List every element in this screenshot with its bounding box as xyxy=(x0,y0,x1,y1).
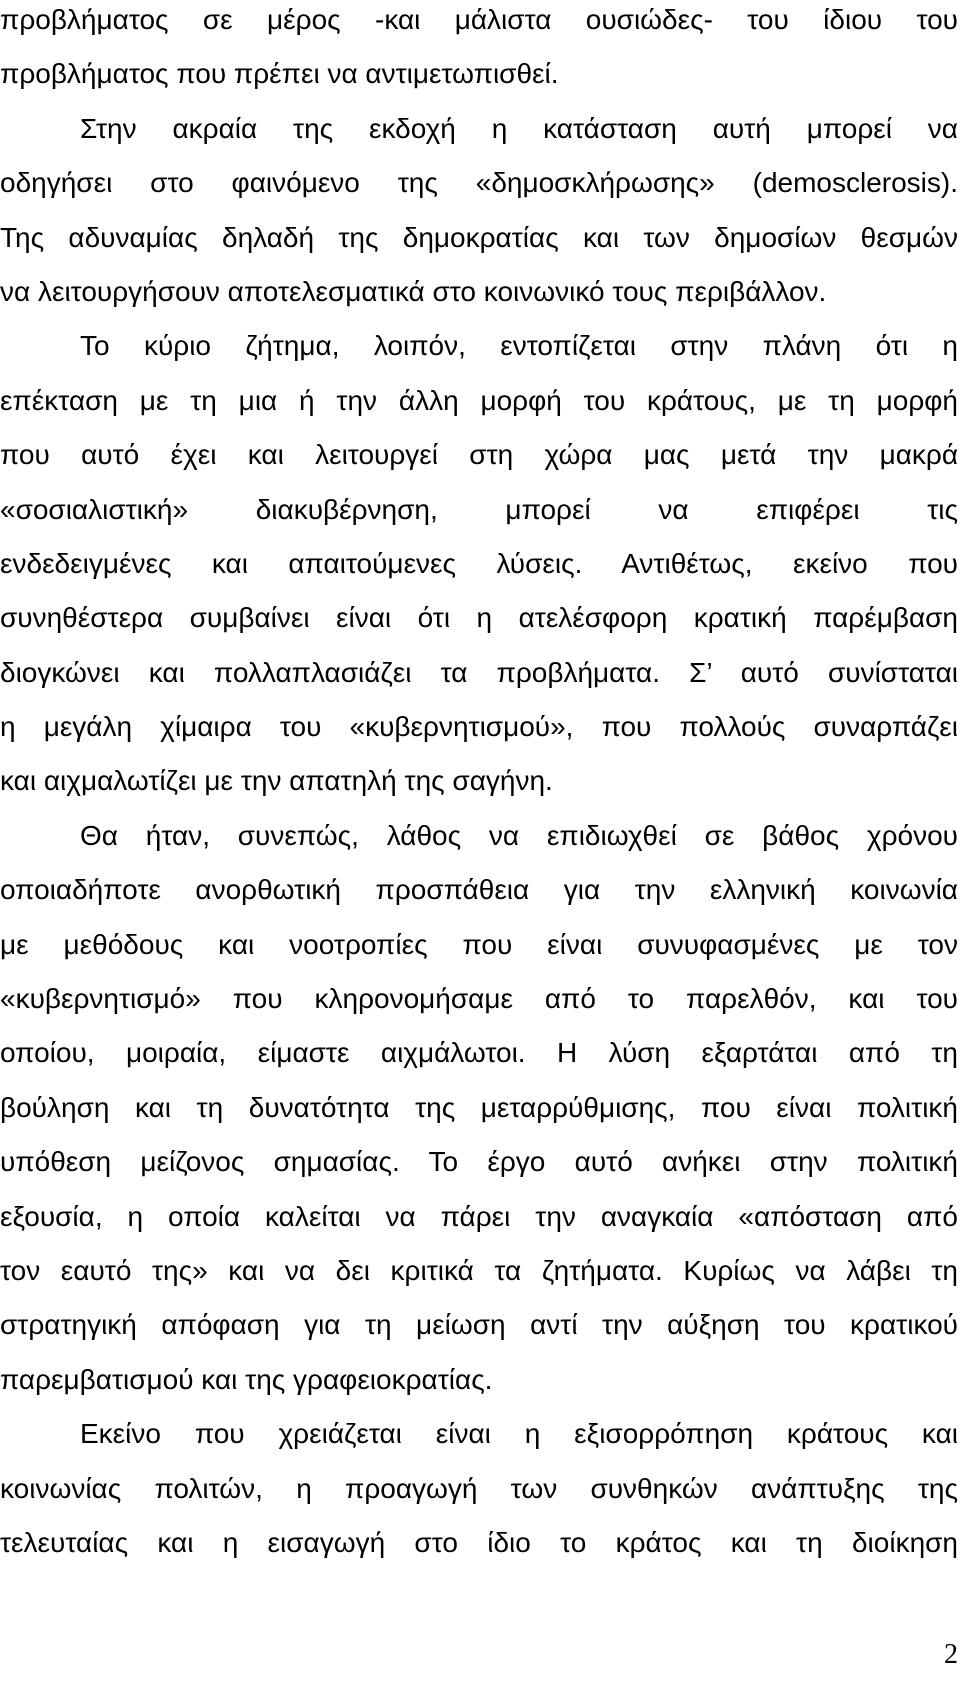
text-line: επέκταση με τη μια ή την άλλη μορφή του κράτους, με τη μορφή xyxy=(0,384,958,416)
text-line: Στην ακραία της εκδοχή η κατάσταση αυτή μπορεί να xyxy=(80,112,958,144)
text-line: «κυβερνητισμό» που κληρονομήσαμε από το παρελθόν, και του xyxy=(0,983,958,1015)
text-line: με μεθόδους και νοοτροπίες που είναι συνυφασμένες με τον xyxy=(0,928,958,960)
text-line: «σοσιαλιστική» διακυβέρνηση, μπορεί να επιφέρει τις xyxy=(0,493,958,525)
text-line: Το κύριο ζήτημα, λοιπόν, εντοπίζεται στην πλάνη ότι η xyxy=(80,330,958,362)
text-line: τον εαυτό της» και να δει κριτικά τα ζητήματα. Κυρίως να λάβει τη xyxy=(0,1254,958,1286)
text-line: οδηγήσει στο φαινόμενο της «δημοσκλήρωσης» (demosclerosis). xyxy=(0,167,958,199)
text-line: Της αδυναμίας δηλαδή της δημοκρατίας και των δημοσίων θεσμών xyxy=(0,221,958,253)
text-line: η μεγάλη χίμαιρα του «κυβερνητισμού», που πολλούς συναρπάζει xyxy=(0,711,958,743)
page-number: 2 xyxy=(944,1639,958,1670)
text-line: εξουσία, η οποία καλείται να πάρει την αναγκαία «απόσταση από xyxy=(0,1200,958,1232)
text-line: να λειτουργήσουν αποτελεσματικά στο κοινωνικό τους περιβάλλον. xyxy=(0,275,827,307)
text-line: προβλήματος σε μέρος -και μάλιστα ουσιώδες- του ίδιου του xyxy=(0,4,958,35)
text-line: κοινωνίας πολιτών, η προαγωγή των συνθηκών ανάπτυξης της xyxy=(0,1472,958,1504)
text-line: που αυτό έχει και λειτουργεί στη χώρα μας μετά την μακρά xyxy=(0,439,958,471)
text-line: Θα ήταν, συνεπώς, λάθος να επιδιωχθεί σε βάθος χρόνου xyxy=(80,819,958,851)
text-line: παρεμβατισμού και της γραφειοκρατίας. xyxy=(0,1363,493,1395)
text-line: βούληση και τη δυνατότητα της μεταρρύθμισης, που είναι πολιτική xyxy=(0,1091,958,1123)
text-line: και αιχμαλωτίζει με την απατηλή της σαγήνη. xyxy=(0,765,553,797)
text-line: στρατηγική απόφαση για τη μείωση αντί την αύξηση του κρατικού xyxy=(0,1309,958,1341)
text-line: οποιαδήποτε ανορθωτική προσπάθεια για την ελληνική κοινωνία xyxy=(0,874,958,906)
text-line: υπόθεση μείζονος σημασίας. Το έργο αυτό ανήκει στην πολιτική xyxy=(0,1146,958,1178)
text-line: διογκώνει και πολλαπλασιάζει τα προβλήματα. Σ’ αυτό συνίσταται xyxy=(0,656,958,688)
text-line: ενδεδειγμένες και απαιτούμενες λύσεις. Αντιθέτως, εκείνο που xyxy=(0,547,958,579)
text-line: οποίου, μοιραία, είμαστε αιχμάλωτοι. Η λύση εξαρτάται από τη xyxy=(0,1037,958,1069)
text-line: προβλήματος που πρέπει να αντιμετωπισθεί. xyxy=(0,58,559,90)
text-line: Εκείνο που χρειάζεται είναι η εξισορρόπηση κράτους και xyxy=(80,1418,958,1450)
text-line: τελευταίας και η εισαγωγή στο ίδιο το κράτος και τη διοίκηση xyxy=(0,1526,958,1558)
text-line: συνηθέστερα συμβαίνει είναι ότι η ατελέσφορη κρατική παρέμβαση xyxy=(0,602,958,634)
